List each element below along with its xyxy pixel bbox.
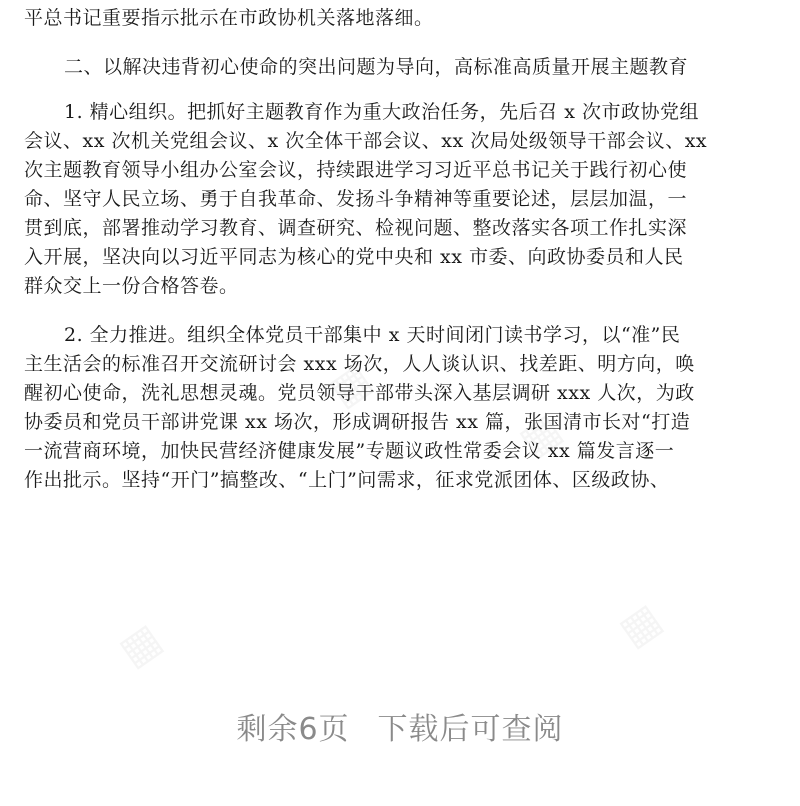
text-line: 2. 全力推进。组织全体党员干部集中 x 天时间闭门读书学习，以“准”民 xyxy=(64,324,681,346)
download-prompt[interactable] xyxy=(0,704,800,748)
text-line: 一流营商环境，加快民营经济健康发展”专题议政性常委会议 xx 篇发言逐一 xyxy=(24,440,675,462)
text-line: 协委员和党员干部讲党课 xx 场次，形成调研报告 xx 篇，张国清市长对“打造 xyxy=(24,411,691,433)
text-line: 入开展，坚决向以习近平同志为核心的党中央和 xx 市委、向政协委员和人民 xyxy=(24,246,684,268)
watermark-mark xyxy=(110,613,171,676)
text-line: 命、坚守人民立场、勇于自我革命、发扬斗争精神等重要论述，层层加温，一 xyxy=(24,188,688,210)
text-line: 平总书记重要指示批示在市政协机关落地落细。 xyxy=(24,7,434,29)
section-heading xyxy=(24,53,776,82)
text-line: 1. 精心组织。把抓好主题教育作为重大政治任务，先后召 x 次市政协党组 xyxy=(64,101,699,123)
watermark-mark xyxy=(610,593,671,656)
download-to-view-label: 下载后可查阅 xyxy=(377,712,564,747)
paragraph-1 xyxy=(24,98,776,301)
document-body xyxy=(24,4,776,495)
text-line: 醒初心使命，洗礼思想灵魂。党员领导干部带头深入基层调研 xxx 人次，为政 xyxy=(24,382,695,404)
text-line: 会议、xx 次机关党组会议、x 次全体干部会议、xx 次局处级领导干部会议、xx xyxy=(24,130,708,152)
paragraph-fragment xyxy=(24,4,776,33)
text-line: 次主题教育领导小组办公室会议，持续跟进学习习近平总书记关于践行初心使 xyxy=(24,159,688,181)
paragraph-2 xyxy=(24,321,776,495)
heading-text: 二、以解决违背初心使命的突出问题为导向，高标准高质量开展主题教育 xyxy=(64,56,689,78)
remaining-pages-label: 剩余6页 xyxy=(236,712,350,747)
text-line: 群众交上一份合格答卷。 xyxy=(24,275,239,297)
text-line: 作出批示。坚持“开门”搞整改、“上门”问需求，征求党派团体、区级政协、 xyxy=(24,469,670,491)
text-line: 贯到底，部署推动学习教育、调查研究、检视问题、整改落实各项工作扎实深 xyxy=(24,217,688,239)
text-line: 主生活会的标准召开交流研讨会 xxx 场次，人人谈认识、找差距、明方向，唤 xyxy=(24,353,695,375)
